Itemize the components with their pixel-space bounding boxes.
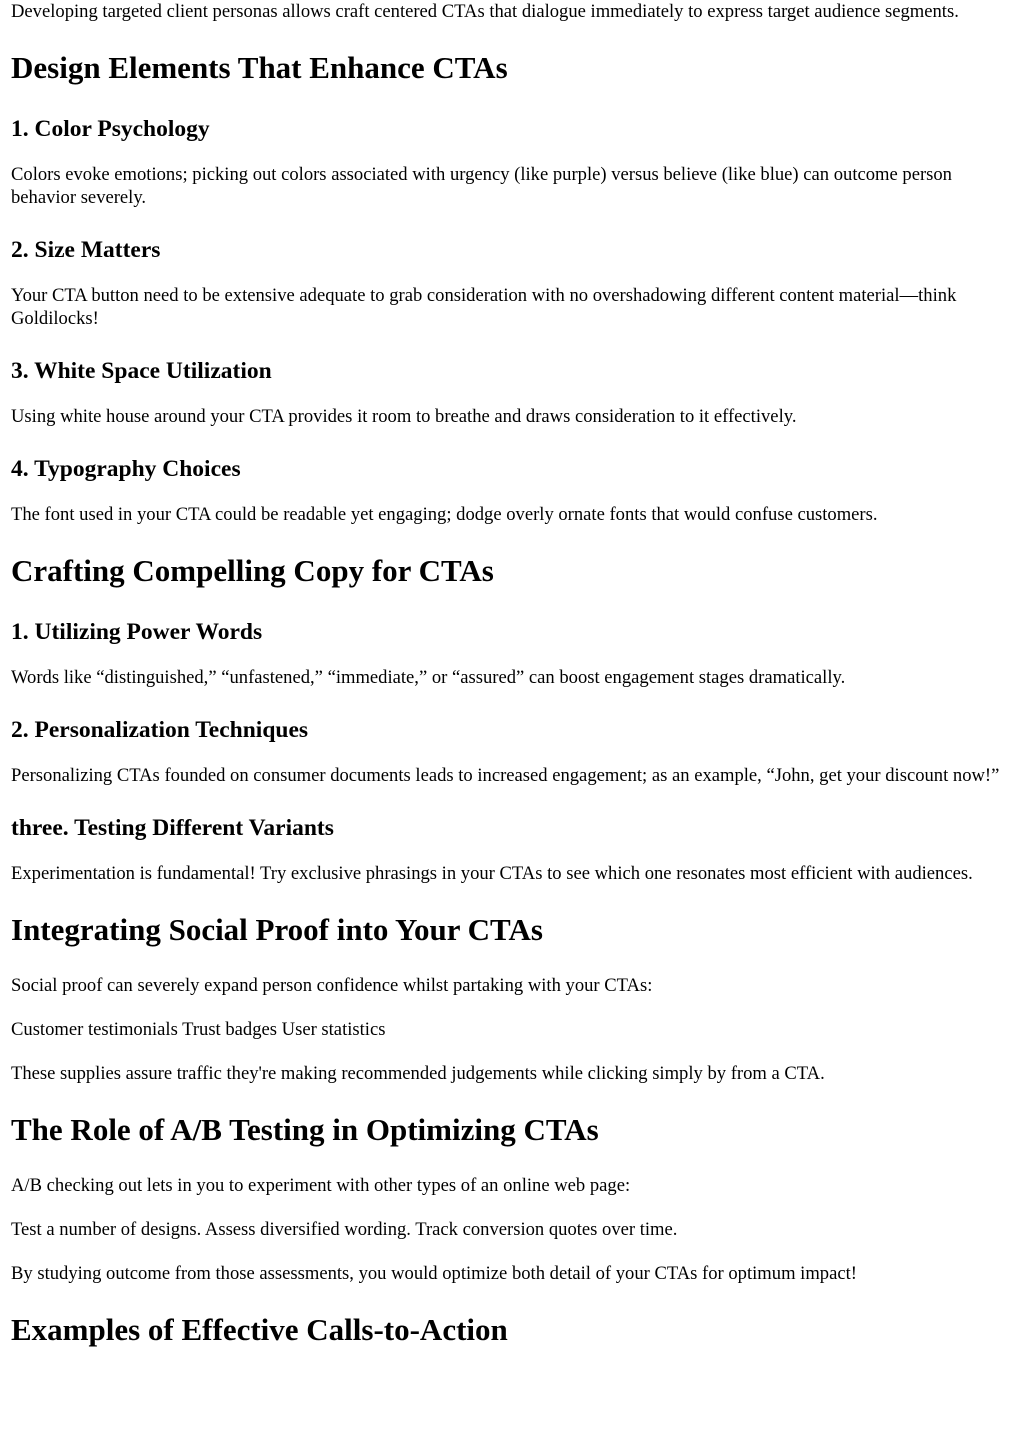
- subsection-heading: 2. Size Matters: [11, 237, 161, 263]
- section-heading: Crafting Compelling Copy for CTAs: [11, 553, 494, 588]
- section-crafting-copy: [11, 553, 1015, 885]
- subsection-text: Your CTA button need to be extensive adequate to grab consideration with no overshadowing different content material—think Goldilocks!: [11, 285, 957, 329]
- subsection-text: Experimentation is fundamental! Try exclusive phrasings in your CTAs to see which one resonates most efficient with audiences.: [11, 863, 973, 884]
- subsection-color-psychology: [11, 163, 1015, 209]
- section-design-elements: [11, 50, 1015, 526]
- subsection-text: Colors evoke emotions; picking out colors associated with urgency (like purple) versus believe (like blue) can outcome person behavior severely.: [11, 164, 952, 208]
- paragraph: Social proof can severely expand person confidence whilst partaking with your CTAs:: [11, 975, 653, 996]
- section-ab-testing: [11, 1112, 1015, 1285]
- section-heading: Examples of Effective Calls-to-Action: [11, 1312, 508, 1347]
- intro-paragraph: Developing targeted client personas allows craft centered CTAs that dialogue immediately to express target audience segments.: [11, 1, 959, 22]
- section-heading: The Role of A/B Testing in Optimizing CTAs: [11, 1112, 599, 1147]
- subsection-heading: 1. Color Psychology: [11, 116, 210, 142]
- subsection-testing-variants: [11, 814, 1015, 885]
- subsection-size-matters: [11, 236, 1015, 330]
- subsection-text: Personalizing CTAs founded on consumer documents leads to increased engagement; as an example, “John, get your discount now!”: [11, 765, 1000, 786]
- subsection-heading: 3. White Space Utilization: [11, 358, 272, 384]
- subsection-heading: 1. Utilizing Power Words: [11, 619, 263, 645]
- subsection-text: The font used in your CTA could be readable yet engaging; dodge overly ornate fonts that would confuse customers.: [11, 504, 878, 525]
- subsection-text: Using white house around your CTA provides it room to breathe and draws consideration to it effectively.: [11, 406, 797, 427]
- subsection-text: Words like “distinguished,” “unfastened,” “immediate,” or “assured” can boost engagement stages dramatically.: [11, 667, 846, 688]
- subsection-heading: 2. Personalization Techniques: [11, 717, 309, 743]
- subsection-white-space: [11, 357, 1015, 428]
- subsection-typography: [11, 455, 1015, 526]
- section-social-proof: [11, 912, 1015, 1085]
- subsection-heading: three. Testing Different Variants: [11, 815, 334, 841]
- subsection-heading: 4. Typography Choices: [11, 456, 241, 482]
- subsection-personalization: [11, 716, 1015, 787]
- paragraph: These supplies assure traffic they're making recommended judgements while clicking simply by from a CTA.: [11, 1063, 825, 1084]
- paragraph: By studying outcome from those assessments, you would optimize both detail of your CTAs for optimum impact!: [11, 1263, 857, 1284]
- paragraph: Test a number of designs. Assess diversified wording. Track conversion quotes over time.: [11, 1219, 678, 1240]
- paragraph: A/B checking out lets in you to experiment with other types of an online web page:: [11, 1175, 631, 1196]
- section-heading: Design Elements That Enhance CTAs: [11, 50, 508, 85]
- paragraph: Customer testimonials Trust badges User statistics: [11, 1019, 386, 1040]
- section-heading: Integrating Social Proof into Your CTAs: [11, 912, 543, 947]
- subsection-power-words: [11, 666, 1015, 689]
- section-examples: [11, 1312, 1015, 1348]
